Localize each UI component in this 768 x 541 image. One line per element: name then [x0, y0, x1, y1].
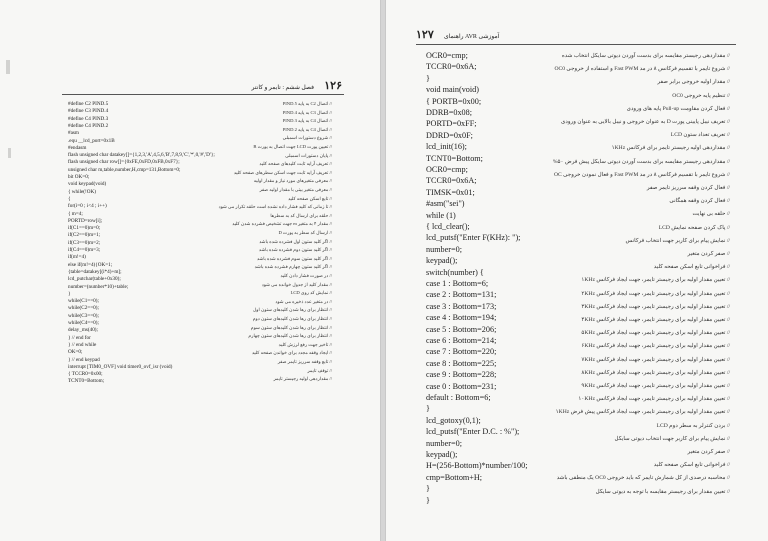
code-comment: // اتصال C4 به پایه PIND.2	[282, 126, 332, 132]
code-comment: // پاک کردن صفحه نمایش LCD	[658, 224, 730, 231]
code-comment: // فراخوانی تابع اسکن صفحه کلید	[653, 462, 730, 469]
code-comment: // تاخیر جهت رفع لرزش کلید	[278, 341, 332, 347]
code-comment: // اگر کلید ستون چهارم فشرده شده باشد	[254, 264, 332, 270]
code-line: case 1 : Bottom=6;	[426, 279, 489, 288]
code-comment: // مقداردهی اولیه رجیستر تایمر	[273, 376, 332, 382]
code-line: TCNT0=Bottom;	[426, 153, 483, 163]
code-line: #define C4 PIND.3	[68, 115, 109, 122]
code-comment: // نمایش پیام برای کاربر جهت انتخاب دیوتی سایکل	[614, 435, 730, 442]
right-book-page	[385, 0, 768, 541]
code-comment: // تنظیم پایه خروجی OC0	[672, 92, 730, 99]
code-line: .equ __lcd_port=0x1B	[68, 137, 115, 144]
left-chapter-title: فصل ششم : تایمر و کانتر	[251, 85, 315, 91]
code-comment: // اگر کلید ستون دوم فشرده شده باشد	[258, 247, 332, 253]
code-comment: // تعریف تعداد ستون LCD	[670, 132, 730, 139]
code-comment: // حلقه بی نهایت	[692, 211, 730, 218]
code-comment: // انتظار برای رها شدن کلیدهای ستون دوم	[252, 316, 332, 321]
code-line: { m=4;	[68, 210, 83, 217]
code-line: keypad();	[426, 256, 458, 266]
code-line: lcd_putsf("Enter D.C. : %");	[426, 427, 520, 437]
code-line: void main(void)	[426, 85, 479, 95]
code-line: lcd_init(16);	[426, 142, 467, 152]
code-comment: // اتصال C3 به پایه PIND.4	[282, 109, 332, 115]
code-line: if(C3==0)m=2;	[68, 239, 101, 246]
code-line: lcd_putsf("Enter F(KHz): ");	[426, 233, 521, 243]
code-comment: // مقدار کلید از جدول خوانده می شود	[261, 281, 332, 287]
code-line: number=(number*10)+table;	[68, 283, 129, 290]
code-line: { TCCR0=0x00;	[68, 371, 103, 378]
code-line: H=(256-Bottom)*number/100;	[426, 461, 528, 471]
code-comment: // تعریف آرایه ثابت کلیدهای صفحه کلید	[259, 161, 332, 167]
code-line: OCR0=cmp;	[426, 165, 468, 174]
code-line: OCR0=cmp;	[426, 51, 468, 60]
code-line: switch(number) {	[426, 267, 484, 277]
code-comment: // معرفی متغیر بیتی با مقدار اولیه صفر	[259, 187, 332, 192]
code-line: case 0 : Bottom=231;	[426, 381, 497, 391]
code-comment: // تعیین مقدار اولیه برای رجیستر تایمر، جهت ایجاد فرکانس ۱KHz	[581, 277, 730, 284]
code-line: case 2 : Bottom=131;	[426, 290, 497, 300]
code-comment: // معرفی متغیرهای مورد نیاز و مقدار اولیه	[253, 178, 332, 184]
code-line: number=0;	[426, 244, 462, 254]
code-line: if(C4==0)m=3;	[68, 247, 101, 253]
code-line: unsigned char m,table,number,H,cmp=131,Bottom=0;	[68, 166, 181, 173]
code-comment: // تعیین پورت LCD جهت اتصال به پورت B	[253, 144, 332, 149]
code-comment: // صفر کردن متغیر	[687, 449, 730, 455]
code-comment: // ارسال کد سطر به پورت D	[278, 230, 332, 235]
code-line: PORTD=0xFF;	[426, 119, 477, 129]
code-line: {table=datakey[(i*4)+m];	[68, 268, 122, 275]
code-line: #define C3 PIND.4	[68, 108, 109, 115]
code-line: #asm("sei")	[426, 199, 465, 209]
scan-smudge	[8, 148, 11, 158]
code-comment: // مقدار اولیه خروجی برابر صفر	[657, 79, 730, 86]
code-line: void keypad(void)	[68, 181, 107, 188]
scan-smudge	[6, 60, 10, 74]
right-chapter-title: راهنمای AVR آموزشی	[443, 34, 500, 40]
code-line: }	[426, 73, 430, 83]
code-line: if(m!=4)	[68, 254, 86, 261]
code-comment: // اگر کلید ستون اول فشرده شده باشد	[259, 238, 332, 244]
code-comment: // اتصال C4 به پایه PIND.3	[282, 118, 332, 124]
code-line: interrupt [TIM0_OVF] void timer0_ovf_isr (void)	[68, 363, 173, 370]
code-comment: // اتصال C2 به پایه PIND.5	[282, 101, 332, 106]
code-comment: // تعیین مقدار اولیه برای رجیستر تایمر، جهت ایجاد فرکانس ۱۰KHz	[578, 396, 730, 403]
code-comment: // شروع دستورات اسمبلی	[282, 135, 332, 141]
header-rule	[62, 94, 344, 95]
code-comment: // تعریف آرایه ثابت جهت اسکن سطرهای صفحه کلید	[233, 169, 332, 175]
code-comment: // تعیین مقدار اولیه برای رجیستر تایمر، جهت ایجاد فرکانس ۴KHz	[581, 317, 730, 323]
code-comment: // تابع وقفه سرریز تایمر صفر	[277, 359, 332, 364]
code-line: } // end while	[68, 341, 97, 348]
code-comment: // حلقه برای ارسال کد به سطرها	[270, 212, 332, 218]
code-line: TIMSK=0x01;	[426, 187, 475, 197]
code-comment: // صفر کردن متغیر	[687, 251, 730, 257]
code-line: OK=0;	[68, 349, 83, 356]
code-line: #asm	[68, 130, 79, 137]
code-comment: // تعریف نیبل پایینی پورت D به عنوان خروجی و نیبل بالایی به عنوان ورودی	[560, 119, 730, 125]
code-line: TCNT0=Bottom;	[68, 378, 105, 385]
code-comment: // پایان دستورات اسمبلی	[285, 152, 332, 158]
code-comment: // تعیین مقدار اولیه برای رجیستر تایمر، جهت ایجاد فرکانس ۲KHz	[581, 290, 730, 297]
code-line: while (1)	[426, 210, 456, 220]
code-comment: // نمایش پیام برای کاربر جهت انتخاب فرکانس	[625, 237, 730, 244]
code-line: cmp=Bottom+H;	[426, 472, 483, 482]
code-comment: // نمایش کد روی LCD	[290, 290, 332, 296]
code-comment: // شروع تایمر با تقسیم فرکانس ۸ در مد Fast PWM و فعال نمودن خروجی OC	[553, 171, 730, 178]
right-page-number: ۱۲۷	[416, 29, 434, 41]
code-line: if(C2==0)m=1;	[68, 232, 101, 239]
code-line: else if(m!=4){OK=1;	[68, 261, 113, 268]
left-page-number: ۱۲۶	[324, 80, 342, 92]
code-comment: // اگر کلید ستون سوم فشرده شده باشد	[256, 255, 332, 261]
code-line: while(C4==0);	[68, 320, 99, 326]
code-line: flash unsigned char datakey[]={1,2,3,'A',4,5,6,'B',7,8,9,'C','*',0,'#','D'};	[68, 152, 215, 159]
code-line: TCCR0=0x6A;	[426, 176, 477, 186]
code-line: if(C1==0)m=0;	[68, 225, 101, 232]
code-comment: // انتظار برای رها شدن کلیدهای ستون اول	[252, 307, 332, 313]
code-line: while(C3==0);	[68, 312, 99, 319]
code-comment: // تعیین مقدار اولیه برای رجیستر تایمر، جهت ایجاد فرکانس ۷KHz	[581, 356, 730, 363]
code-line: }	[426, 484, 430, 494]
code-comment: // انتظار برای رها شدن کلیدهای ستون سوم	[250, 324, 332, 330]
code-comment: // تعیین مقدار برای رجیستر مقایسه با توجه به دیوتی سایکل	[595, 488, 730, 495]
code-line: while(C2==0);	[68, 305, 99, 312]
code-comment: // تعیین مقدار اولیه برای رجیستر تایمر، جهت ایجاد فرکانس ۹KHz	[581, 383, 730, 389]
code-line: number=0;	[426, 438, 462, 448]
code-line: lcd_gotoxy(0,1);	[426, 415, 481, 425]
code-line: case 5 : Bottom=206;	[426, 324, 497, 334]
code-line: { while(!OK)	[68, 188, 96, 195]
code-comment: // تابع اسکن صفحه کلید	[288, 195, 332, 201]
code-line: flash unsigned char row[]={0xFE,0xFD,0xFB,0xF7};	[68, 159, 180, 166]
code-comment: // تا زمانی که کلید فشار داده نشده است حلقه تکرار می شود	[218, 204, 332, 210]
code-line: { lcd_clear();	[426, 222, 470, 231]
code-line: default : Bottom=6;	[426, 393, 491, 402]
code-comment: // مقدار ۴ به متغیر m جهت تشخیص فشرده شدن کلید	[232, 221, 332, 227]
code-line: case 8 : Bottom=225;	[426, 358, 497, 368]
code-comment: // ایجاد وقفه مجدد برای خواندن صفحه کلید	[251, 350, 332, 356]
code-line: delay_ms(40);	[68, 327, 98, 334]
code-comment: // مقداردهی اولیه رجیستر تایمر برای فرکانس ۱KHz	[611, 145, 730, 152]
code-comment: // تعیین مقدار اولیه برای رجیستر تایمر، جهت ایجاد فرکانس ۵KHz	[581, 330, 730, 337]
code-comment: // تعیین مقدار اولیه برای رجیستر تایمر، جهت ایجاد فرکانس ۶KHz	[581, 343, 730, 350]
code-comment: // شروع تایمر با تقسیم فرکانس ۸ در مد Fast PWM و استفاده از خروجی OC0	[554, 66, 730, 73]
code-comment: // توقف تایمر	[307, 367, 332, 373]
code-line: TCCR0=0x6A;	[426, 62, 477, 72]
code-comment: // بردن کنترلر به سطر دوم LCD	[656, 422, 730, 429]
code-line: DDRB=0x08;	[426, 108, 473, 117]
code-line: }	[426, 404, 430, 414]
code-comment: // در صورت فشار دادن کلید	[280, 273, 332, 278]
code-line: DDRD=0x0F;	[426, 130, 473, 140]
left-book-page	[0, 0, 381, 541]
left-page-header	[222, 79, 342, 93]
code-line: PORTD=row[i];	[68, 217, 103, 224]
code-line: } // end for	[68, 334, 91, 341]
code-comment: // محاسبه درصدی از کل شمارش تایمر که باید خروجی OC0 یک منطقی باشد	[556, 475, 730, 482]
code-comment: // فعال کردن وقفه سرریز تایمر صفر	[646, 185, 730, 191]
code-line: { PORTB=0x00;	[426, 96, 482, 106]
code-comment: // مقداردهی رجیستر مقایسه برای بدست آوردن دیوتی سایکل پیش فرض ۵۰%	[552, 158, 730, 165]
code-comment: // تعیین مقدار اولیه برای رجیستر تایمر، جهت ایجاد فرکانس پیش فرض ۱KHz	[555, 409, 730, 416]
code-line: case 4 : Bottom=194;	[426, 313, 497, 323]
code-line: } // end keypad	[68, 356, 100, 363]
code-line: #define C4 PIND.2	[68, 122, 109, 129]
code-comment: // تعیین مقدار اولیه برای رجیستر تایمر، جهت ایجاد فرکانس ۸KHz	[581, 369, 730, 376]
code-line: case 9 : Bottom=228;	[426, 370, 497, 380]
code-line: }	[426, 495, 430, 505]
code-comment: // مقداردهی رجیستر مقایسه برای بدست آوردن دیوتی سایکل انتخاب شده	[561, 53, 730, 59]
code-comment: // انتظار برای رها شدن کلیدهای ستون چهارم	[248, 333, 332, 339]
code-line: while(C1==0);	[68, 298, 99, 305]
code-line: #endasm	[68, 144, 87, 151]
code-line: #define C2 PIND.5	[68, 101, 109, 107]
code-line: case 3 : Bottom=173;	[426, 301, 497, 311]
code-comment: // فراخوانی تابع اسکن صفحه کلید	[653, 264, 730, 271]
code-line: {	[68, 195, 71, 202]
code-comment: // فعال کردن مقاومت Pull-up پایه های ورودی	[626, 105, 730, 112]
code-comment: // تعیین مقدار اولیه برای رجیستر تایمر، جهت ایجاد فرکانس ۳KHz	[581, 303, 730, 310]
code-line: bit OK=0;	[68, 174, 90, 180]
header-rule	[416, 44, 736, 45]
code-line: for(i=0 ; i<4 ; i++)	[68, 203, 107, 210]
code-line: lcd_putchar(table+0x30);	[68, 276, 121, 283]
code-line: }	[68, 290, 71, 297]
code-line: keypad();	[426, 450, 458, 459]
code-line: case 7 : Bottom=220;	[426, 347, 497, 357]
code-comment: // فعال کردن وقفه همگانی	[669, 198, 730, 205]
right-page-header	[416, 28, 546, 42]
code-comment: // در متغیر عدد ذخیره می شود	[275, 298, 332, 304]
code-line: case 6 : Bottom=214;	[426, 336, 497, 345]
